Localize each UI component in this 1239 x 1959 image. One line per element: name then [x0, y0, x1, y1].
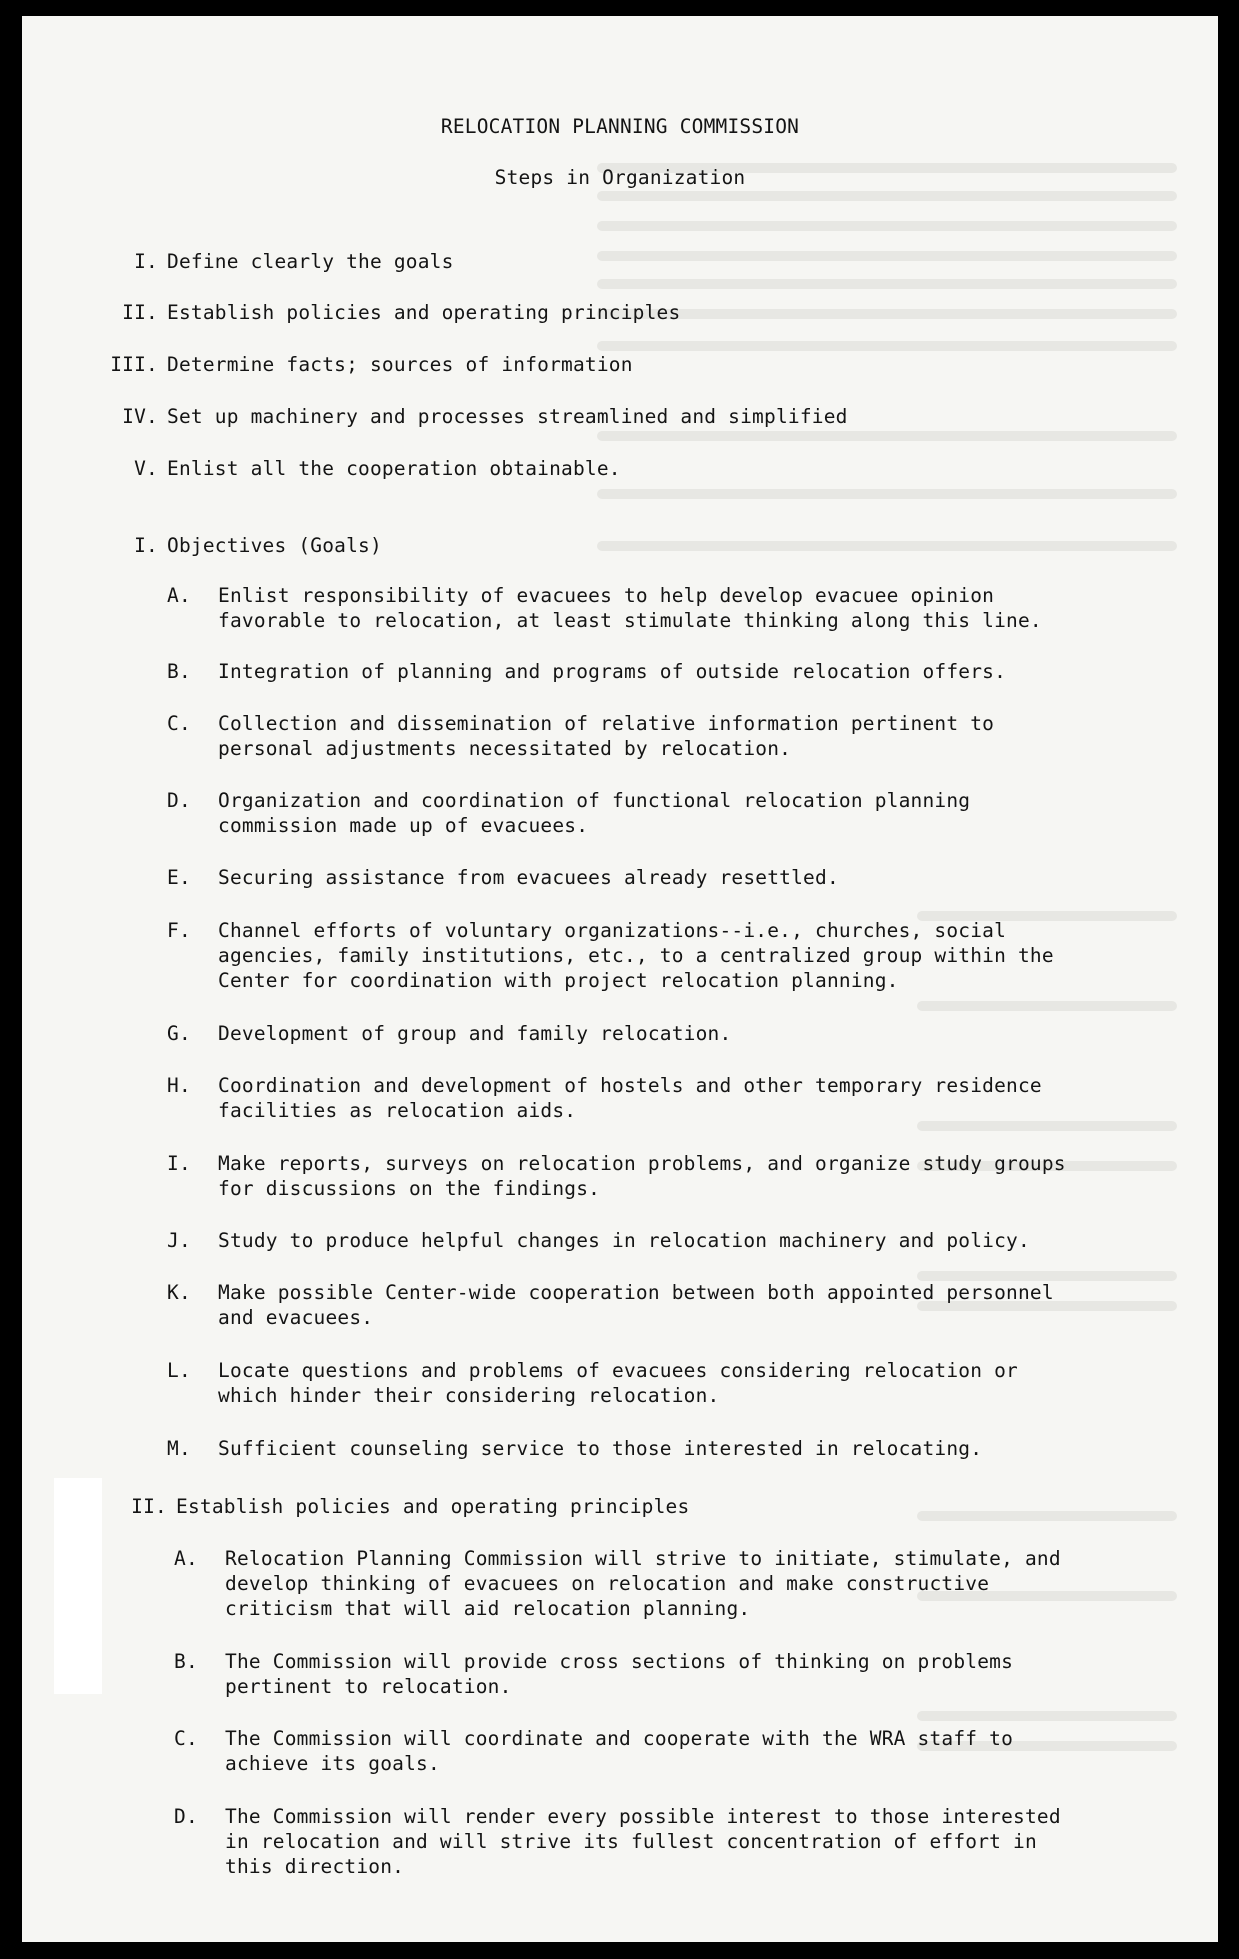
step-number: III.: [110, 353, 158, 376]
step-number: V.: [134, 457, 158, 480]
item-line: which hinder their considering relocation.: [218, 1384, 720, 1407]
section-heading: Objectives (Goals): [167, 534, 382, 557]
item-line: in relocation and will strive its fullest concentration of effort in: [225, 1830, 1037, 1853]
step-text: Define clearly the goals: [167, 250, 454, 273]
item-letter: E.: [167, 866, 191, 889]
item-line: favorable to relocation, at least stimulate thinking along this line.: [218, 609, 1042, 632]
item-letter: D.: [167, 789, 191, 812]
item-line: Collection and dissemination of relative information pertinent to: [218, 712, 995, 735]
item-letter: L.: [167, 1359, 191, 1382]
item-line: The Commission will provide cross sections of thinking on problems: [225, 1650, 1014, 1673]
item-line: Study to produce helpful changes in relocation machinery and policy.: [218, 1229, 1030, 1252]
item-letter: B.: [167, 660, 191, 683]
item-line: Center for coordination with project relocation planning.: [218, 969, 899, 992]
document-title: RELOCATION PLANNING COMMISSION: [440, 115, 800, 138]
item-line: for discussions on the findings.: [218, 1177, 601, 1200]
item-line: facilities as relocation aids.: [218, 1099, 577, 1122]
item-line: Organization and coordination of functional relocation planning: [218, 789, 971, 812]
item-letter: G.: [167, 1022, 191, 1045]
item-letter: C.: [174, 1727, 198, 1750]
item-line: criticism that will aid relocation planning.: [225, 1597, 751, 1620]
item-line: develop thinking of evacuees on relocation and make constructive: [225, 1572, 990, 1595]
item-line: Securing assistance from evacuees already resettled.: [218, 866, 839, 889]
item-letter: B.: [174, 1650, 198, 1673]
item-line: Channel efforts of voluntary organizations--i.e., churches, social: [218, 919, 1007, 942]
item-line: Enlist responsibility of evacuees to help develop evacuee opinion: [218, 584, 995, 607]
document-subtitle: Steps in Organization: [494, 166, 746, 189]
item-letter: I.: [167, 1152, 191, 1175]
item-line: this direction.: [225, 1855, 405, 1878]
item-letter: F.: [167, 919, 191, 942]
step-text: Establish policies and operating principles: [167, 301, 681, 324]
item-line: Development of group and family relocation.: [218, 1022, 732, 1045]
step-text: Enlist all the cooperation obtainable.: [167, 457, 621, 480]
item-line: Make reports, surveys on relocation problems, and organize study groups: [218, 1152, 1066, 1175]
section-heading: Establish policies and operating principles: [176, 1495, 690, 1518]
item-line: pertinent to relocation.: [225, 1675, 512, 1698]
item-line: Make possible Center-wide cooperation between both appointed personnel: [218, 1281, 1054, 1304]
item-line: and evacuees.: [218, 1306, 374, 1329]
item-line: agencies, family institutions, etc., to a centralized group within the: [218, 944, 1054, 967]
document-page: [22, 16, 1218, 1942]
item-line: personal adjustments necessitated by relocation.: [218, 737, 792, 760]
step-number: I.: [134, 250, 158, 273]
item-letter: M.: [167, 1437, 191, 1460]
step-number: II.: [122, 301, 158, 324]
section-number: I.: [134, 534, 158, 557]
step-text: Determine facts; sources of information: [167, 353, 633, 376]
item-line: achieve its goals.: [225, 1752, 440, 1775]
item-letter: A.: [174, 1547, 198, 1570]
section-number: II.: [131, 1495, 167, 1518]
item-line: The Commission will render every possible interest to those interested: [225, 1805, 1061, 1828]
item-letter: H.: [167, 1074, 191, 1097]
item-line: Integration of planning and programs of outside relocation offers.: [218, 660, 1007, 683]
item-line: Sufficient counseling service to those interested in relocating.: [218, 1437, 983, 1460]
item-line: Coordination and development of hostels and other temporary residence: [218, 1074, 1042, 1097]
item-line: The Commission will coordinate and cooperate with the WRA staff to: [225, 1727, 1014, 1750]
item-line: Locate questions and problems of evacuees considering relocation or: [218, 1359, 1018, 1382]
step-number: IV.: [122, 405, 158, 428]
item-letter: D.: [174, 1805, 198, 1828]
item-letter: J.: [167, 1229, 191, 1252]
item-letter: C.: [167, 712, 191, 735]
item-letter: K.: [167, 1281, 191, 1304]
item-letter: A.: [167, 584, 191, 607]
item-line: commission made up of evacuees.: [218, 814, 589, 837]
step-text: Set up machinery and processes streamlined and simplified: [167, 405, 848, 428]
item-line: Relocation Planning Commission will strive to initiate, stimulate, and: [225, 1547, 1061, 1570]
